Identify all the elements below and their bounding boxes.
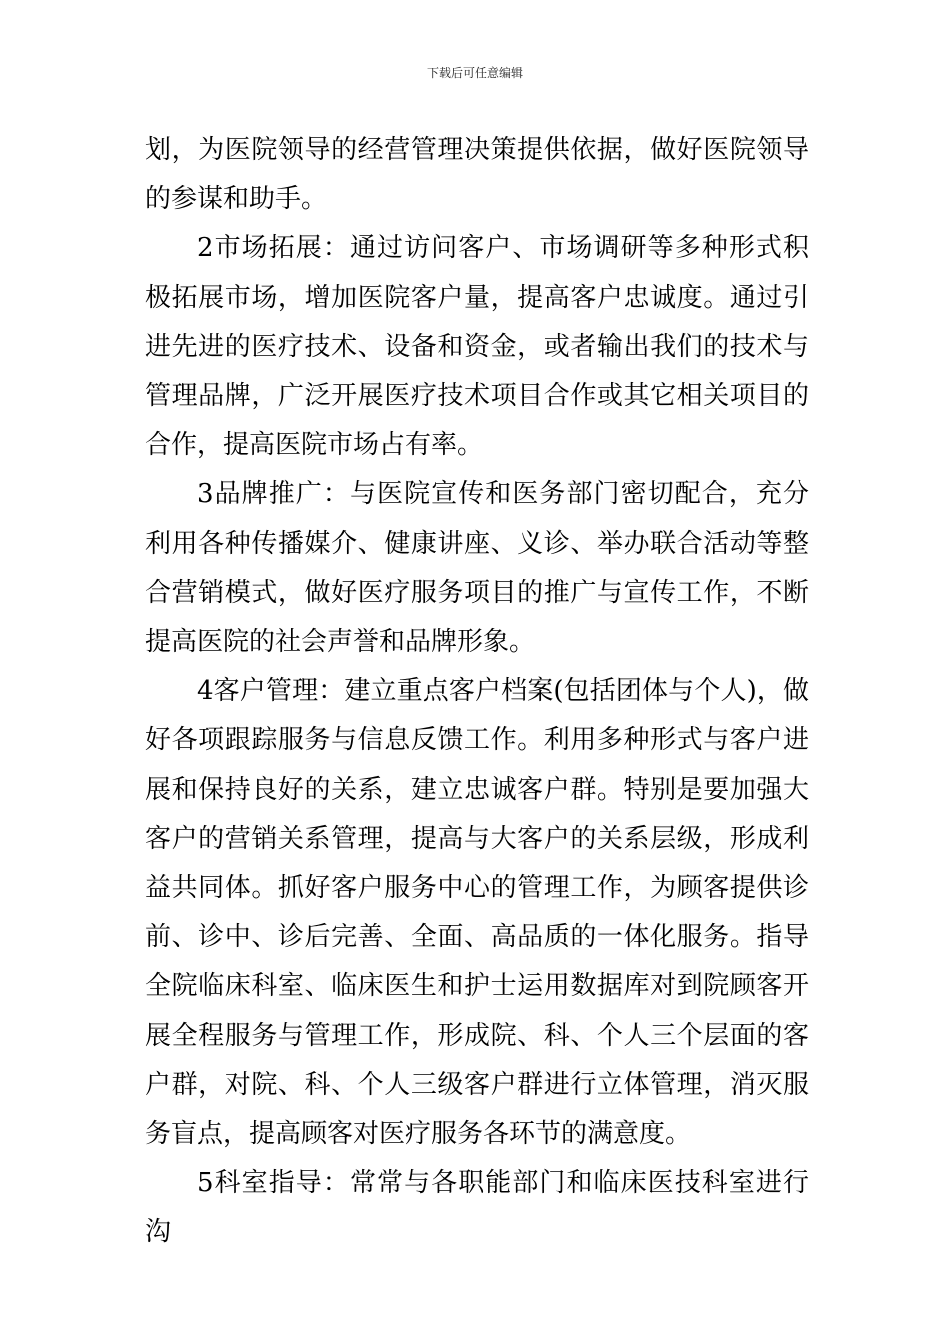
page-header: 下载后可任意编辑 (426, 66, 523, 80)
paragraph-market-expansion: 2市场拓展：通过访问客户、市场调研等多种形式积极拓展市场，增加医院客户量，提高客户忠诚度。通过引进先进的医疗技术、设备和资金，或者输出我们的技术与管理品牌，广泛开展医疗技术项目合作或其它相关项目的合作，提高医院市场占有率。 (145, 233, 809, 461)
paragraph-customer-management: 4客户管理：建立重点客户档案(包括团体与个人)，做好各项跟踪服务与信息反馈工作。利用多种形式与客户进展和保持良好的关系，建立忠诚客户群。特别是要加强大客户的营销关系管理，提高与大客户的关系层级，形成利益共同体。抓好客户服务中心的管理工作，为顾客提供诊前、诊中、诊后完善、全面、高品质的一体化服务。指导全院临床科室、临床医生和护士运用数据库对到院顾客开展全程服务与管理工作，形成院、科、个人三个层面的客户群，对院、科、个人三级客户群进行立体管理，消灭服务盲点，提高顾客对医疗服务各环节的满意度。 (145, 676, 809, 1150)
paragraph-continuation: 划，为医院领导的经营管理决策提供依据，做好医院领导的参谋和助手。 (145, 135, 809, 215)
paragraph-department-guidance: 5科室指导：常常与各职能部门和临床医技科室进行沟 (145, 1168, 809, 1248)
paragraph-brand-promotion: 3品牌推广：与医院宣传和医务部门密切配合，充分利用各种传播媒介、健康讲座、义诊、举办联合活动等整合营销模式，做好医疗服务项目的推广与宣传工作，不断提高医院的社会声誉和品牌形象。 (145, 479, 809, 658)
document-body (145, 126, 809, 1258)
